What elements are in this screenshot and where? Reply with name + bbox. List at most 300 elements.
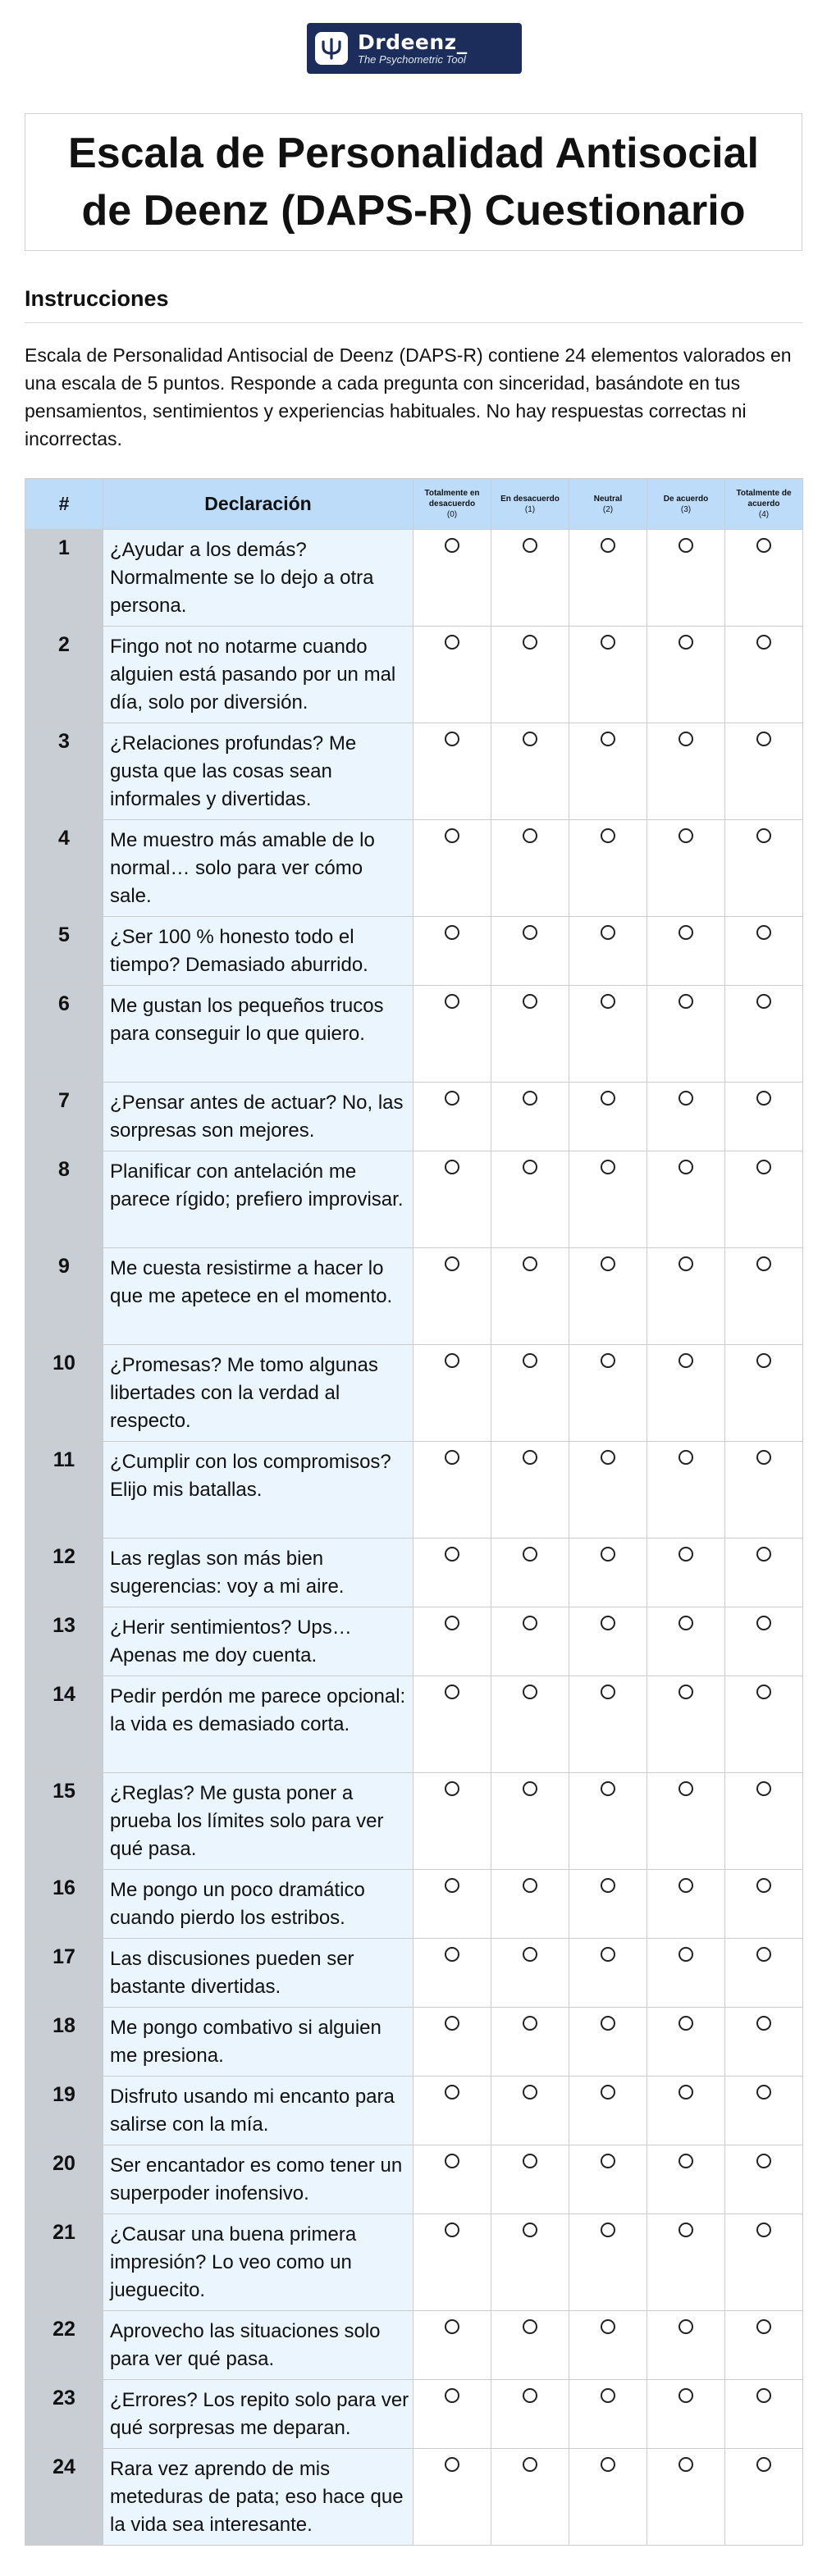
table-row <box>25 2077 803 2145</box>
option-cell <box>491 1248 569 1345</box>
option-cell <box>414 2077 491 2145</box>
radio-button[interactable] <box>756 1256 771 1271</box>
radio-button[interactable] <box>679 2154 693 2168</box>
item-statement: ¿Herir sentimientos? Ups… Apenas me doy cuenta. <box>103 1607 414 1676</box>
item-statement: ¿Promesas? Me tomo algunas libertades con la verdad al respecto. <box>103 1345 414 1442</box>
option-label: Totalmente en desacuerdo <box>424 489 480 508</box>
table-row <box>25 986 803 1083</box>
radio-button[interactable] <box>679 1091 693 1106</box>
radio-button[interactable] <box>445 1781 459 1796</box>
option-cell <box>647 2214 725 2311</box>
option-cell <box>491 2145 569 2214</box>
option-cell <box>414 1870 491 1939</box>
option-cell <box>414 917 491 986</box>
option-cell <box>647 2077 725 2145</box>
option-cell <box>414 2008 491 2077</box>
radio-button[interactable] <box>523 2223 537 2237</box>
item-number: 7 <box>25 1083 103 1151</box>
option-cell <box>725 2214 803 2311</box>
radio-button[interactable] <box>601 2388 615 2403</box>
option-cell <box>491 1345 569 1442</box>
radio-button[interactable] <box>679 635 693 650</box>
option-cell <box>647 917 725 986</box>
option-cell <box>491 917 569 986</box>
radio-button[interactable] <box>679 2457 693 2472</box>
option-cell <box>414 723 491 820</box>
radio-button[interactable] <box>445 1685 459 1699</box>
radio-button[interactable] <box>445 2388 459 2403</box>
radio-button[interactable] <box>523 732 537 746</box>
radio-button[interactable] <box>523 1160 537 1174</box>
option-cell <box>491 2311 569 2380</box>
table-row <box>25 1676 803 1773</box>
radio-button[interactable] <box>445 1878 459 1893</box>
radio-button[interactable] <box>679 2388 693 2403</box>
radio-button[interactable] <box>523 1547 537 1562</box>
radio-button[interactable] <box>756 1685 771 1699</box>
header-option-1 <box>491 479 569 530</box>
option-cell <box>647 1151 725 1248</box>
header-option-4 <box>725 479 803 530</box>
radio-button[interactable] <box>523 1781 537 1796</box>
item-statement: Me pongo un poco dramático cuando pierdo los estribos. <box>103 1870 414 1939</box>
brand-name: Drdeenz_ <box>358 30 468 54</box>
option-cell <box>569 820 647 917</box>
option-cell <box>725 1870 803 1939</box>
radio-button[interactable] <box>523 1878 537 1893</box>
radio-button[interactable] <box>679 828 693 843</box>
radio-button[interactable] <box>445 2457 459 2472</box>
option-cell <box>569 1248 647 1345</box>
option-cell <box>647 1248 725 1345</box>
radio-button[interactable] <box>601 1616 615 1630</box>
table-header-row <box>25 479 803 530</box>
item-number: 15 <box>25 1773 103 1870</box>
item-statement: Aprovecho las situaciones solo para ver qué pasa. <box>103 2311 414 2380</box>
option-cell <box>725 820 803 917</box>
item-statement: ¿Causar una buena primera impresión? Lo veo como un jueguecito. <box>103 2214 414 2311</box>
header-option-3 <box>647 479 725 530</box>
radio-button[interactable] <box>601 1160 615 1174</box>
option-cell <box>491 1773 569 1870</box>
option-cell <box>569 1676 647 1773</box>
table-row <box>25 917 803 986</box>
option-cell <box>414 1939 491 2008</box>
option-cell <box>491 1607 569 1676</box>
radio-button[interactable] <box>445 1947 459 1962</box>
table-row <box>25 723 803 820</box>
table-row <box>25 2214 803 2311</box>
radio-button[interactable] <box>445 732 459 746</box>
radio-button[interactable] <box>756 2457 771 2472</box>
item-statement: ¿Cumplir con los compromisos? Elijo mis batallas. <box>103 1442 414 1539</box>
radio-button[interactable] <box>523 2154 537 2168</box>
radio-button[interactable] <box>445 538 459 553</box>
radio-button[interactable] <box>679 2223 693 2237</box>
option-cell <box>491 1442 569 1539</box>
item-statement: Las discusiones pueden ser bastante divertidas. <box>103 1939 414 2008</box>
option-cell <box>725 986 803 1083</box>
radio-button[interactable] <box>445 1091 459 1106</box>
option-cell <box>725 1442 803 1539</box>
item-statement: Planificar con antelación me parece rígido; prefiero improvisar. <box>103 1151 414 1248</box>
option-cell <box>491 1151 569 1248</box>
option-cell <box>491 627 569 723</box>
radio-button[interactable] <box>601 1091 615 1106</box>
option-cell <box>647 820 725 917</box>
table-row <box>25 2145 803 2214</box>
option-cell <box>414 1248 491 1345</box>
option-cell <box>414 986 491 1083</box>
radio-button[interactable] <box>679 1781 693 1796</box>
radio-button[interactable] <box>601 1947 615 1962</box>
option-cell <box>725 1607 803 1676</box>
option-cell <box>414 820 491 917</box>
option-cell <box>414 1676 491 1773</box>
radio-button[interactable] <box>756 2016 771 2031</box>
option-cell <box>414 2145 491 2214</box>
item-statement: ¿Pensar antes de actuar? No, las sorpresas son mejores. <box>103 1083 414 1151</box>
option-cell <box>725 530 803 627</box>
radio-button[interactable] <box>523 1450 537 1465</box>
option-cell <box>491 530 569 627</box>
table-row <box>25 2311 803 2380</box>
item-number: 17 <box>25 1939 103 2008</box>
radio-button[interactable] <box>445 2085 459 2100</box>
radio-button[interactable] <box>445 994 459 1009</box>
option-cell <box>569 1083 647 1151</box>
option-cell <box>414 2449 491 2546</box>
radio-button[interactable] <box>445 1450 459 1465</box>
radio-button[interactable] <box>756 635 771 650</box>
radio-button[interactable] <box>679 1450 693 1465</box>
option-cell <box>414 1539 491 1607</box>
radio-button[interactable] <box>756 2223 771 2237</box>
item-statement: Las reglas son más bien sugerencias: voy a mi aire. <box>103 1539 414 1607</box>
radio-button[interactable] <box>756 2388 771 2403</box>
item-number: 9 <box>25 1248 103 1345</box>
option-cell <box>414 2214 491 2311</box>
option-label: Neutral <box>593 494 623 504</box>
item-statement: ¿Relaciones profundas? Me gusta que las cosas sean informales y divertidas. <box>103 723 414 820</box>
option-label: En desacuerdo <box>500 494 560 504</box>
option-cell <box>725 1676 803 1773</box>
item-number: 21 <box>25 2214 103 2311</box>
option-cell <box>491 986 569 1083</box>
radio-button[interactable] <box>756 925 771 940</box>
radio-button[interactable] <box>679 2319 693 2334</box>
radio-button[interactable] <box>523 2457 537 2472</box>
radio-button[interactable] <box>679 1685 693 1699</box>
option-value: (4) <box>758 510 770 519</box>
radio-button[interactable] <box>679 1547 693 1562</box>
radio-button[interactable] <box>601 1685 615 1699</box>
option-cell <box>647 2449 725 2546</box>
option-cell <box>569 917 647 986</box>
option-cell <box>491 820 569 917</box>
item-number: 12 <box>25 1539 103 1607</box>
option-cell <box>725 1539 803 1607</box>
radio-button[interactable] <box>679 732 693 746</box>
radio-button[interactable] <box>756 1947 771 1962</box>
radio-button[interactable] <box>445 1160 459 1174</box>
radio-button[interactable] <box>756 538 771 553</box>
radio-button[interactable] <box>601 828 615 843</box>
option-cell <box>491 1870 569 1939</box>
item-number: 6 <box>25 986 103 1083</box>
radio-button[interactable] <box>445 635 459 650</box>
option-cell <box>414 1083 491 1151</box>
table-row <box>25 1151 803 1248</box>
option-cell <box>725 2077 803 2145</box>
table-row <box>25 1539 803 1607</box>
option-cell <box>647 1773 725 1870</box>
radio-button[interactable] <box>523 2016 537 2031</box>
radio-button[interactable] <box>756 1160 771 1174</box>
option-cell <box>414 1607 491 1676</box>
option-cell <box>647 1442 725 1539</box>
option-cell <box>569 1870 647 1939</box>
item-statement: Disfruto usando mi encanto para salirse con la mía. <box>103 2077 414 2145</box>
item-number: 23 <box>25 2380 103 2449</box>
section-divider <box>25 322 802 323</box>
radio-button[interactable] <box>445 2223 459 2237</box>
option-cell <box>569 2214 647 2311</box>
brand-tagline: The Psychometric Tool <box>358 52 466 66</box>
item-statement: Fingo not no notarme cuando alguien está pasando por un mal día, solo por diversión. <box>103 627 414 723</box>
option-cell <box>569 2380 647 2449</box>
radio-button[interactable] <box>756 2085 771 2100</box>
page-title: Escala de Personalidad Antisocial de Deenz (DAPS-R) Cuestionario <box>68 130 759 235</box>
radio-button[interactable] <box>523 925 537 940</box>
radio-button[interactable] <box>679 2016 693 2031</box>
option-cell <box>491 723 569 820</box>
option-cell <box>725 1083 803 1151</box>
radio-button[interactable] <box>601 1878 615 1893</box>
radio-button[interactable] <box>756 1781 771 1796</box>
header-statement: Declaración <box>103 479 414 530</box>
radio-button[interactable] <box>679 1878 693 1893</box>
option-cell <box>569 2077 647 2145</box>
radio-button[interactable] <box>445 828 459 843</box>
item-number: 16 <box>25 1870 103 1939</box>
radio-button[interactable] <box>523 1616 537 1630</box>
radio-button[interactable] <box>601 1547 615 1562</box>
instructions-heading: Instrucciones <box>25 286 169 311</box>
radio-button[interactable] <box>601 635 615 650</box>
radio-button[interactable] <box>756 1547 771 1562</box>
table-row <box>25 1607 803 1676</box>
radio-button[interactable] <box>756 828 771 843</box>
item-number: 24 <box>25 2449 103 2546</box>
radio-button[interactable] <box>523 994 537 1009</box>
option-cell <box>725 2449 803 2546</box>
option-cell <box>725 627 803 723</box>
table-row <box>25 1442 803 1539</box>
option-cell <box>725 1345 803 1442</box>
radio-button[interactable] <box>601 2223 615 2237</box>
table-row <box>25 820 803 917</box>
radio-button[interactable] <box>756 2319 771 2334</box>
option-cell <box>569 1607 647 1676</box>
option-cell <box>725 1248 803 1345</box>
radio-button[interactable] <box>756 732 771 746</box>
radio-button[interactable] <box>601 2085 615 2100</box>
option-cell <box>569 2449 647 2546</box>
item-number: 10 <box>25 1345 103 1442</box>
radio-button[interactable] <box>523 2388 537 2403</box>
item-statement: Me muestro más amable de lo normal… solo para ver cómo sale. <box>103 820 414 917</box>
item-statement: ¿Ser 100 % honesto todo el tiempo? Demasiado aburrido. <box>103 917 414 986</box>
radio-button[interactable] <box>679 1947 693 1962</box>
radio-button[interactable] <box>523 2319 537 2334</box>
option-cell <box>647 1607 725 1676</box>
radio-button[interactable] <box>679 1616 693 1630</box>
radio-button[interactable] <box>756 1450 771 1465</box>
table-row <box>25 627 803 723</box>
radio-button[interactable] <box>445 2016 459 2031</box>
item-statement: ¿Reglas? Me gusta poner a prueba los límites solo para ver qué pasa. <box>103 1773 414 1870</box>
radio-button[interactable] <box>756 2154 771 2168</box>
item-statement: Ser encantador es como tener un superpoder inofensivo. <box>103 2145 414 2214</box>
item-statement: ¿Errores? Los repito solo para ver qué sorpresas me deparan. <box>103 2380 414 2449</box>
item-number: 5 <box>25 917 103 986</box>
radio-button[interactable] <box>601 2016 615 2031</box>
radio-button[interactable] <box>445 2154 459 2168</box>
option-cell <box>569 530 647 627</box>
option-cell <box>569 1939 647 2008</box>
radio-button[interactable] <box>601 2457 615 2472</box>
radio-button[interactable] <box>756 994 771 1009</box>
item-number: 22 <box>25 2311 103 2380</box>
table-row <box>25 1939 803 2008</box>
table-row <box>25 530 803 627</box>
option-label: De acuerdo <box>663 494 709 504</box>
option-value: (2) <box>602 504 614 514</box>
table-row <box>25 2380 803 2449</box>
radio-button[interactable] <box>601 1781 615 1796</box>
radio-button[interactable] <box>445 1616 459 1630</box>
radio-button[interactable] <box>601 1353 615 1368</box>
radio-button[interactable] <box>523 1256 537 1271</box>
option-cell <box>725 2380 803 2449</box>
radio-button[interactable] <box>679 1256 693 1271</box>
option-cell <box>491 2077 569 2145</box>
item-number: 11 <box>25 1442 103 1539</box>
radio-button[interactable] <box>601 2154 615 2168</box>
option-cell <box>491 2008 569 2077</box>
option-cell <box>491 1539 569 1607</box>
radio-button[interactable] <box>523 635 537 650</box>
radio-button[interactable] <box>523 1947 537 1962</box>
radio-button[interactable] <box>523 538 537 553</box>
option-cell <box>569 723 647 820</box>
option-cell <box>569 1442 647 1539</box>
radio-button[interactable] <box>445 925 459 940</box>
item-statement: ¿Ayudar a los demás? Normalmente se lo dejo a otra persona. <box>103 530 414 627</box>
radio-button[interactable] <box>445 1256 459 1271</box>
option-cell <box>491 2380 569 2449</box>
radio-button[interactable] <box>445 1547 459 1562</box>
radio-button[interactable] <box>679 994 693 1009</box>
option-cell <box>647 2145 725 2214</box>
option-cell <box>414 1773 491 1870</box>
option-cell <box>569 1151 647 1248</box>
option-cell <box>414 1442 491 1539</box>
radio-button[interactable] <box>756 1091 771 1106</box>
option-cell <box>647 2008 725 2077</box>
brand-logo <box>307 23 522 74</box>
radio-button[interactable] <box>523 1685 537 1699</box>
option-cell <box>725 917 803 986</box>
radio-button[interactable] <box>679 2085 693 2100</box>
item-number: 4 <box>25 820 103 917</box>
radio-button[interactable] <box>523 2085 537 2100</box>
radio-button[interactable] <box>679 1160 693 1174</box>
table-row <box>25 2449 803 2546</box>
radio-button[interactable] <box>601 1450 615 1465</box>
radio-button[interactable] <box>523 828 537 843</box>
option-cell <box>725 2008 803 2077</box>
radio-button[interactable] <box>523 1091 537 1106</box>
option-cell <box>725 2145 803 2214</box>
table-row <box>25 1870 803 1939</box>
option-cell <box>647 986 725 1083</box>
radio-button[interactable] <box>601 732 615 746</box>
radio-button[interactable] <box>445 2319 459 2334</box>
radio-button[interactable] <box>445 1353 459 1368</box>
option-cell <box>647 1539 725 1607</box>
option-cell <box>647 1870 725 1939</box>
radio-button[interactable] <box>601 994 615 1009</box>
option-label: Totalmente de acuerdo <box>736 489 792 508</box>
option-cell <box>491 1083 569 1151</box>
radio-button[interactable] <box>601 538 615 553</box>
radio-button[interactable] <box>679 538 693 553</box>
option-cell <box>569 1345 647 1442</box>
radio-button[interactable] <box>679 925 693 940</box>
radio-button[interactable] <box>756 1616 771 1630</box>
item-number: 14 <box>25 1676 103 1773</box>
radio-button[interactable] <box>679 1353 693 1368</box>
table-row <box>25 1083 803 1151</box>
option-cell <box>647 2311 725 2380</box>
item-statement: Pedir perdón me parece opcional: la vida es demasiado corta. <box>103 1676 414 1773</box>
radio-button[interactable] <box>523 1353 537 1368</box>
option-cell <box>414 2380 491 2449</box>
radio-button[interactable] <box>601 1256 615 1271</box>
option-cell <box>414 627 491 723</box>
radio-button[interactable] <box>601 2319 615 2334</box>
option-cell <box>725 1151 803 1248</box>
radio-button[interactable] <box>601 925 615 940</box>
option-cell <box>491 2214 569 2311</box>
radio-button[interactable] <box>756 1353 771 1368</box>
option-cell <box>725 723 803 820</box>
option-cell <box>725 2311 803 2380</box>
table-row <box>25 2008 803 2077</box>
option-cell <box>491 1939 569 2008</box>
item-number: 8 <box>25 1151 103 1248</box>
option-cell <box>647 1939 725 2008</box>
option-cell <box>569 1773 647 1870</box>
option-cell <box>414 1345 491 1442</box>
item-number: 3 <box>25 723 103 820</box>
option-cell <box>491 1676 569 1773</box>
option-value: (3) <box>680 504 692 514</box>
header-option-2 <box>569 479 647 530</box>
radio-button[interactable] <box>756 1878 771 1893</box>
